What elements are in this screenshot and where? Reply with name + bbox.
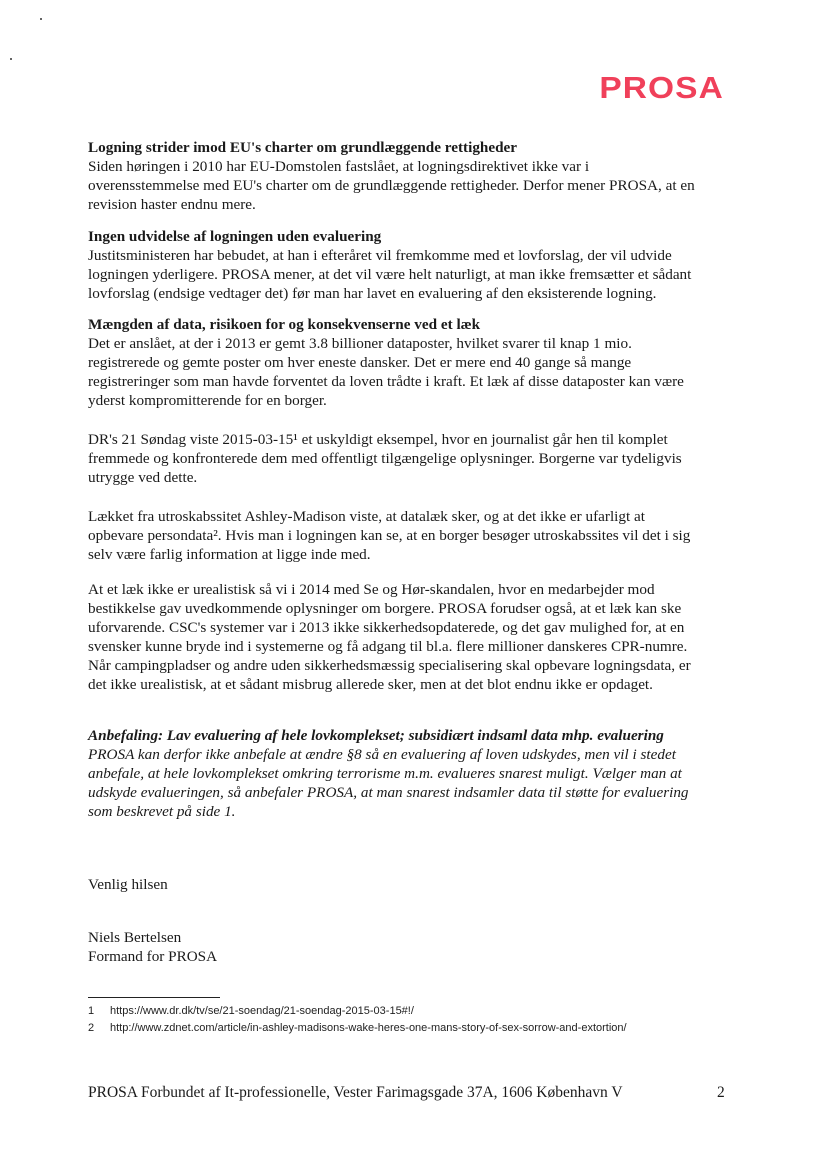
text-line: registreringer som man havde forventet da loven trådte i kraft. Et læk af disse dataposter kan være [88,373,684,390]
text-line: revision haster endnu mere. [88,196,256,213]
footnote-url[interactable]: https://www.dr.dk/tv/se/21-soendag/21-soendag-2015-03-15#!/ [110,1005,414,1017]
signer-name: Niels Bertelsen [88,929,182,946]
text-line: udskyde evalueringen, så anbefaler PROSA, at man snarest indsamler data til støtte for evaluering [88,784,689,801]
closing-greeting: Venlig hilsen [88,876,168,893]
text-line: At et læk ikke er urealistisk så vi i 2014 med Se og Hør-skandalen, hvor en medarbejder mod [88,581,655,598]
text-line: utrygge ved dette. [88,469,198,486]
text-line: opbevare persondata². Hvis man i logningen kan se, at en borger besøger utroskabssites vil det i sig [88,527,691,544]
footnote-url[interactable]: http://www.zdnet.com/article/in-ashley-madisons-wake-heres-one-mans-story-of-sex-sorrow-and-extortion/ [110,1022,627,1034]
text-line: bestikkelse gav uvedkommende oplysninger om borgere. PROSA forudser også, at et læk kan ske [88,600,682,617]
text-line: lovforslag (endsige vedtager det) før man har lavet en evaluering af den eksisterende logning. [88,285,657,302]
footnote-number: 1 [88,1005,95,1017]
paragraph-ashley-madison [88,507,748,564]
page-number: 2 [717,1084,725,1101]
text-line: Siden høringen i 2010 har EU-Domstolen fastslået, at logningsdirektivet ikke var i [88,158,590,175]
section-maengden-af-data [88,315,748,410]
footer-address: PROSA Forbundet af It-professionelle, Vester Farimagsgade 37A, 1606 København V [88,1084,623,1101]
section-heading: Ingen udvidelse af logningen uden evaluering [88,228,382,245]
text-line: logningen yderligere. PROSA mener, at det vil være helt naturligt, at man ikke fremsætter et sådant [88,266,692,283]
footnote-number: 2 [88,1022,95,1034]
scan-speck [40,18,42,20]
footnote-1[interactable] [88,1005,414,1017]
paragraph-dr-21-sondag [88,430,748,487]
text-line: Det er anslået, at der i 2013 er gemt 3.8 billioner dataposter, hvilket svarer til knap 1 mio. [88,335,632,352]
text-line: Når campingpladser og andre uden sikkerhedsmæssig specialisering skal opbevare logningsdata, er [88,657,691,674]
section-heading: Logning strider imod EU's charter om grundlæggende rettigheder [88,139,518,156]
text-line: overensstemmelse med EU's charter om de grundlæggende rettigheder. Derfor mener PROSA, at en [88,177,695,194]
section-logning-charter [88,138,748,214]
footnote-2[interactable] [88,1022,627,1034]
text-line: det ikke urealistisk, at et sådant misbrug allerede sker, men at det blot endnu ikke er opdaget. [88,676,653,693]
section-anbefaling [88,726,748,821]
text-line: svensker kunne bryde ind i systemerne og få adgang til bl.a. flere millioner danskeres CPR-numre. [88,638,688,655]
text-line: PROSA kan derfor ikke anbefale at ændre §8 så en evaluering af loven udskydes, men vil i stedet [88,746,676,763]
paragraph-se-og-hor [88,580,748,694]
section-ingen-udvidelse [88,227,748,303]
text-line: registrerede og gemte poster om hver eneste dansker. Det er mere end 40 gange så mange [88,354,632,371]
scan-speck [10,58,12,60]
prosa-logo: PROSA [599,70,724,105]
text-line: anbefale, at hele lovkomplekset omkring terrorisme m.m. evalueres snarest muligt. Vælger man at [88,765,682,782]
section-heading: Anbefaling: Lav evaluering af hele lovkomplekset; subsidiært indsaml data mhp. evaluering [88,727,664,744]
text-line: fremmede og konfronterede dem med offentligt tilgængelige oplysninger. Borgerne var tydeligvis [88,450,682,467]
text-line: selv være farlig information at ligge inde med. [88,546,371,563]
footnote-divider [88,997,220,998]
signer-title: Formand for PROSA [88,948,218,965]
text-line: yderst kompromitterende for en borger. [88,392,327,409]
text-line: som beskrevet på side 1. [88,803,236,820]
section-heading: Mængden af data, risikoen for og konsekvenserne ved et læk [88,316,481,333]
text-line: Justitsministeren har bebudet, at han i efteråret vil fremkomme med et lovforslag, der vil udvide [88,247,672,264]
text-line: uforvarende. CSC's systemer var i 2013 ikke sikkerhedsopdaterede, og det gav mulighed for, at en [88,619,685,636]
text-line: Lækket fra utroskabssitet Ashley-Madison viste, at datalæk sker, og at det ikke er ufarligt at [88,508,645,525]
text-line: DR's 21 Søndag viste 2015-03-15¹ et uskyldigt eksempel, hvor en journalist går hen til komplet [88,431,668,448]
